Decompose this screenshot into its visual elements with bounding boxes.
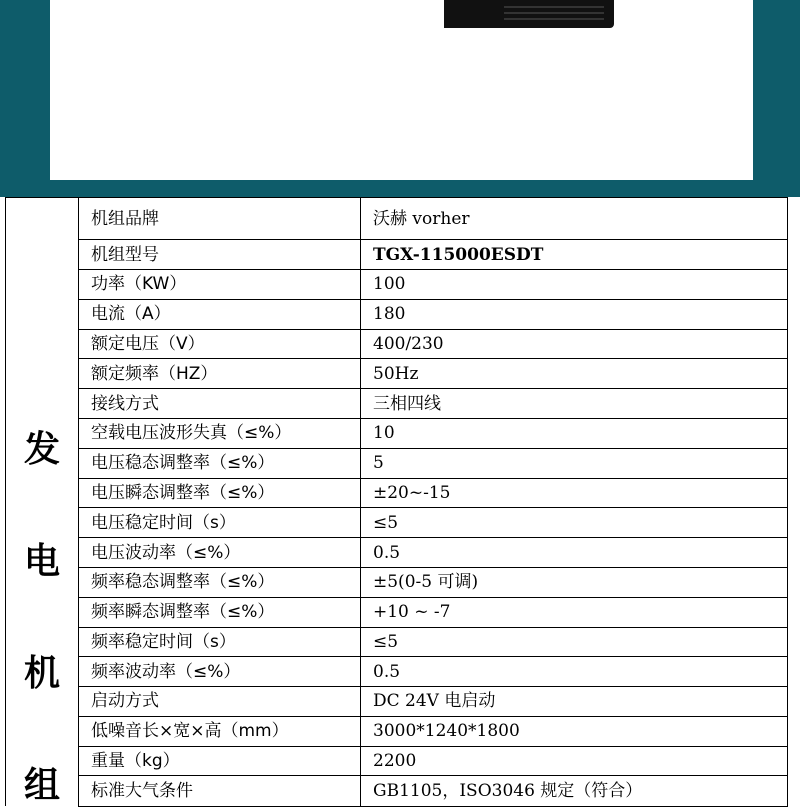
spec-value: 沃赫 vorher: [361, 198, 788, 240]
spec-value: ≤5: [361, 508, 788, 538]
side-char: 机: [23, 653, 60, 694]
spec-value: +10 ~ -7: [361, 597, 788, 627]
spec-value: 5: [361, 448, 788, 478]
generator-image: [444, 0, 614, 28]
spec-value: 三相四线: [361, 389, 788, 419]
spec-label: 频率稳态调整率（≤%）: [79, 567, 361, 597]
side-label: [6, 198, 78, 806]
table-row: [6, 627, 788, 657]
table-row: [6, 567, 788, 597]
spec-value: 0.5: [361, 657, 788, 687]
product-photo-banner: [0, 0, 800, 197]
table-row: [6, 597, 788, 627]
spec-label: 电压稳定时间（s）: [79, 508, 361, 538]
table-row: [6, 657, 788, 687]
table-row: [6, 299, 788, 329]
spec-value: ±5(0-5 可调): [361, 567, 788, 597]
spec-label: 机组品牌: [79, 198, 361, 240]
spec-value: 400/230: [361, 329, 788, 359]
spec-label: 频率波动率（≤%）: [79, 657, 361, 687]
spec-value: 10: [361, 418, 788, 448]
table-row: [6, 329, 788, 359]
spec-value: 50Hz: [361, 359, 788, 389]
spec-label: 额定电压（V）: [79, 329, 361, 359]
spec-label: 标准大气条件: [79, 776, 361, 806]
table-row: [6, 538, 788, 568]
spec-label: 额定频率（HZ）: [79, 359, 361, 389]
spec-sheet: [0, 197, 800, 806]
spec-value: 2200: [361, 746, 788, 776]
spec-label: 频率稳定时间（s）: [79, 627, 361, 657]
table-row: [6, 478, 788, 508]
spec-label: 重量（kg）: [79, 746, 361, 776]
side-char: 电: [23, 541, 60, 582]
spec-value: 180: [361, 299, 788, 329]
table-row: [6, 508, 788, 538]
table-row: [6, 198, 788, 240]
spec-label: 频率瞬态调整率（≤%）: [79, 597, 361, 627]
spec-label: 接线方式: [79, 389, 361, 419]
table-row: [6, 359, 788, 389]
spec-label: 功率（KW）: [79, 269, 361, 299]
spec-label: 电压稳态调整率（≤%）: [79, 448, 361, 478]
table-row: [6, 389, 788, 419]
table-row: [6, 716, 788, 746]
spec-label: 低噪音长×宽×高（mm）: [79, 716, 361, 746]
table-row: [6, 418, 788, 448]
spec-label: 启动方式: [79, 687, 361, 717]
table-row: [6, 687, 788, 717]
side-char: 组: [23, 765, 60, 806]
side-char: 发: [23, 429, 60, 470]
spec-value: 3000*1240*1800: [361, 716, 788, 746]
spec-label: 电压瞬态调整率（≤%）: [79, 478, 361, 508]
spec-label: 电流（A）: [79, 299, 361, 329]
spec-label: 机组型号: [79, 240, 361, 270]
spec-label: 空载电压波形失真（≤%）: [79, 418, 361, 448]
table-row: [6, 448, 788, 478]
spec-value: ±20~-15: [361, 478, 788, 508]
spec-label: 电压波动率（≤%）: [79, 538, 361, 568]
spec-value: 100: [361, 269, 788, 299]
table-row: [6, 269, 788, 299]
spec-value: 0.5: [361, 538, 788, 568]
side-label-cell: [6, 198, 79, 807]
table-row: [6, 240, 788, 270]
spec-value: ≤5: [361, 627, 788, 657]
table-row: [6, 746, 788, 776]
spec-value: TGX-115000ESDT: [361, 240, 788, 270]
table-row: [6, 776, 788, 806]
spec-value: GB1105，ISO3046 规定（符合）: [361, 776, 788, 806]
product-photo: [50, 0, 753, 180]
spec-value: DC 24V 电启动: [361, 687, 788, 717]
spec-table: [5, 197, 788, 807]
